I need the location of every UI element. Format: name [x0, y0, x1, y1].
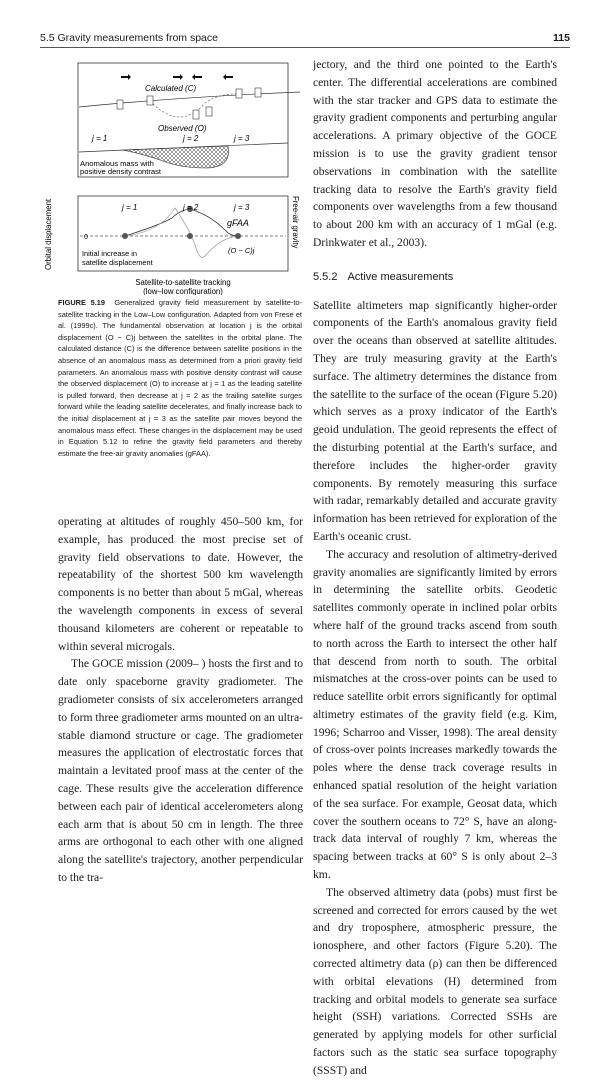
oc-label: (O − C)j [228, 246, 255, 255]
mass-label: Anomalous mass with [80, 159, 154, 168]
j1-label: j = 1 [122, 203, 138, 212]
mass-label-2: positive density contrast [80, 167, 162, 176]
section-title: 5.5 Gravity measurements from space [40, 32, 218, 44]
j3-label: j = 3 [234, 134, 250, 143]
panel-subtitle: (low–low configuration) [143, 287, 223, 295]
heading-number: 5.5.2 [313, 270, 338, 283]
j2-label: j = 2 [183, 134, 199, 143]
paragraph: Satellite altimeters map significantly higher-order components of the Earth's anomalous gravity field over the oceans than observed at satellite altitudes. They are truly measuring gravity at the Earth's surface. The altimetry determines the distance from the satellite to the surface of the ocean (Figure 5.20) which serves as a proxy indicator of the Earth's geoid undulation. The geoid represents the effect of the disturbing potential at the Earth's surface, and therefore includes the higher-order gravity components. By remotely measuring this surface with radar, remarkably detailed and accurate gravity information has been retrieved for exploration of the Earth's oceanic crust. [313, 298, 557, 543]
gfaa-curve [125, 209, 238, 236]
calculated-orbit [79, 92, 300, 107]
paragraph: The GOCE mission (2009– ) hosts the first and to date only spaceborne gravity gradiometer. The gradiometer consists of six accelerometers arranged to form three gradiometer arms mounted on an ultra-stable diamond structure or cage. The gradiometer measures the application of electrostatic forces that maintain a levitated proof mass at the center of the cage. These results give the acceleration difference between each pair of identical accelerometers along each arm that is about 50 cm in length. The three arms are orthogonal to each other with one aligned along the satellite's trajectory, another perpendicular to the tra- [58, 657, 303, 884]
j2-label: j = 2 [183, 203, 199, 212]
page-number: 115 [553, 32, 570, 44]
top-panel [78, 63, 300, 177]
ylabel-right: Free-air gravity [291, 196, 300, 249]
panel-title: Satellite-to-satellite tracking [135, 278, 231, 287]
right-column [313, 56, 557, 1080]
caption-text: Generalized gravity field measurement by satellite-to-satellite tracking in the Low–Low configuration. Adapted from von Frese et al. (1999c). The fundamental observation at location j is the orbital displacement (O − C)j between the satellites in the orbital plane. The calculated distance (C) is the difference between satellite positions in the absence of an anomalous mass as determined from a priori gravity field parameters. An anomalous mass with positive density contrast will cause the observed displacement (O) to increase at j = 1 as the leading satellite is pulled forward, then decrease at j = 2 as the trailing satellite surges forward while the leading satellite decelerates, and finally increase back to the initial displacement at j = 3 as the satellite pair moves beyond the anomalous mass effect. These changes in the displacement may be used in Equation 5.12 to refine the gravity field parameters and thereby estimate the free-air gravity anomalies (gFAA). [58, 298, 302, 458]
running-header [40, 31, 570, 48]
figure-caption [58, 297, 302, 459]
gfaa-label: gFAA [227, 218, 249, 228]
observed-label: Observed (O) [158, 124, 207, 133]
initial-label: Initial increase in [82, 249, 138, 258]
section-heading [313, 269, 557, 287]
j3-label: j = 3 [234, 203, 250, 212]
paragraph: The accuracy and resolution of altimetry-derived gravity anomalies are significantly limited by errors in determining the satellite orbits. Geodetic satellites commonly operate in inclined polar orbits where half of the ground tracks ascend from south to north across the Earth to intersect the other half that descend from north to south. The orbital mismatches at the cross-over points can be used to reduce satellite orbit errors significantly for optimal altimetry estimates of the gravity field (e.g. Kim, 1996; Scharroo and Visser, 1998). The areal density of cross-over points increases markedly towards the poles where the dense track coverage results in enhanced spatial resolution of the height variation of the sea surface. For example, Geosat data, which cover the southern oceans to 72° S, have an along-track data interval of roughly 7 km, whereas the spacing between tracks at 60° S is only about 2–3 km. [313, 547, 557, 882]
calculated-label: Calculated (C) [145, 84, 197, 93]
left-column [58, 513, 303, 887]
bottom-panel [44, 196, 300, 295]
paragraph: operating at altitudes of roughly 450–500 km, for example, has produced the most precise set of gravity field observations to date. However, the repeatability of the shortest 500 km wavelength components is no better than about 5 mGal, whereas the wavelength components in excess of several thousand kilometers are coherent or repeatable to within several microgals. [58, 515, 303, 653]
paragraph: jectory, and the third one pointed to the Earth's center. The differential accelerations are combined with the star tracker and GPS data to estimate the gravity gradient components and perturbing angular accelerations. A primary objective of the GOCE mission is to use the gravity gradient tensor observations in combination with the satellite tracking data to resolve the Earth's gravity field components over wavelengths from a few thousand to about 200 km with an accuracy of 1 mGal (e.g. Drinkwater et al., 2003). [313, 58, 557, 249]
arrow-icons [121, 74, 233, 80]
j1-label: j = 1 [92, 134, 108, 143]
oc-curve [125, 208, 238, 258]
initial-label-2: satellite displacement [82, 258, 153, 267]
figure-5-19 [40, 55, 310, 295]
heading-text: Active measurements [347, 270, 454, 283]
caption-label: FIGURE 5.19 [58, 298, 105, 307]
ylabel-left: Orbital displacement [44, 198, 53, 270]
zero-label: 0 [84, 234, 88, 241]
paragraph: The observed altimetry data (ρobs) must first be screened and corrected for errors caused by the wet and dry troposphere, atmospheric pressure, the ionosphere, and other factors (Figure 5.20). The corrected altimetry data (ρ) can then be differenced with orbital elevations (H) determined from tracking and orbital models to generate sea surface height (SSH) variations. Corrected SSHs are generated by applying models for other surficial factors such as the static sea surface topography (SSST) and [313, 885, 557, 1077]
